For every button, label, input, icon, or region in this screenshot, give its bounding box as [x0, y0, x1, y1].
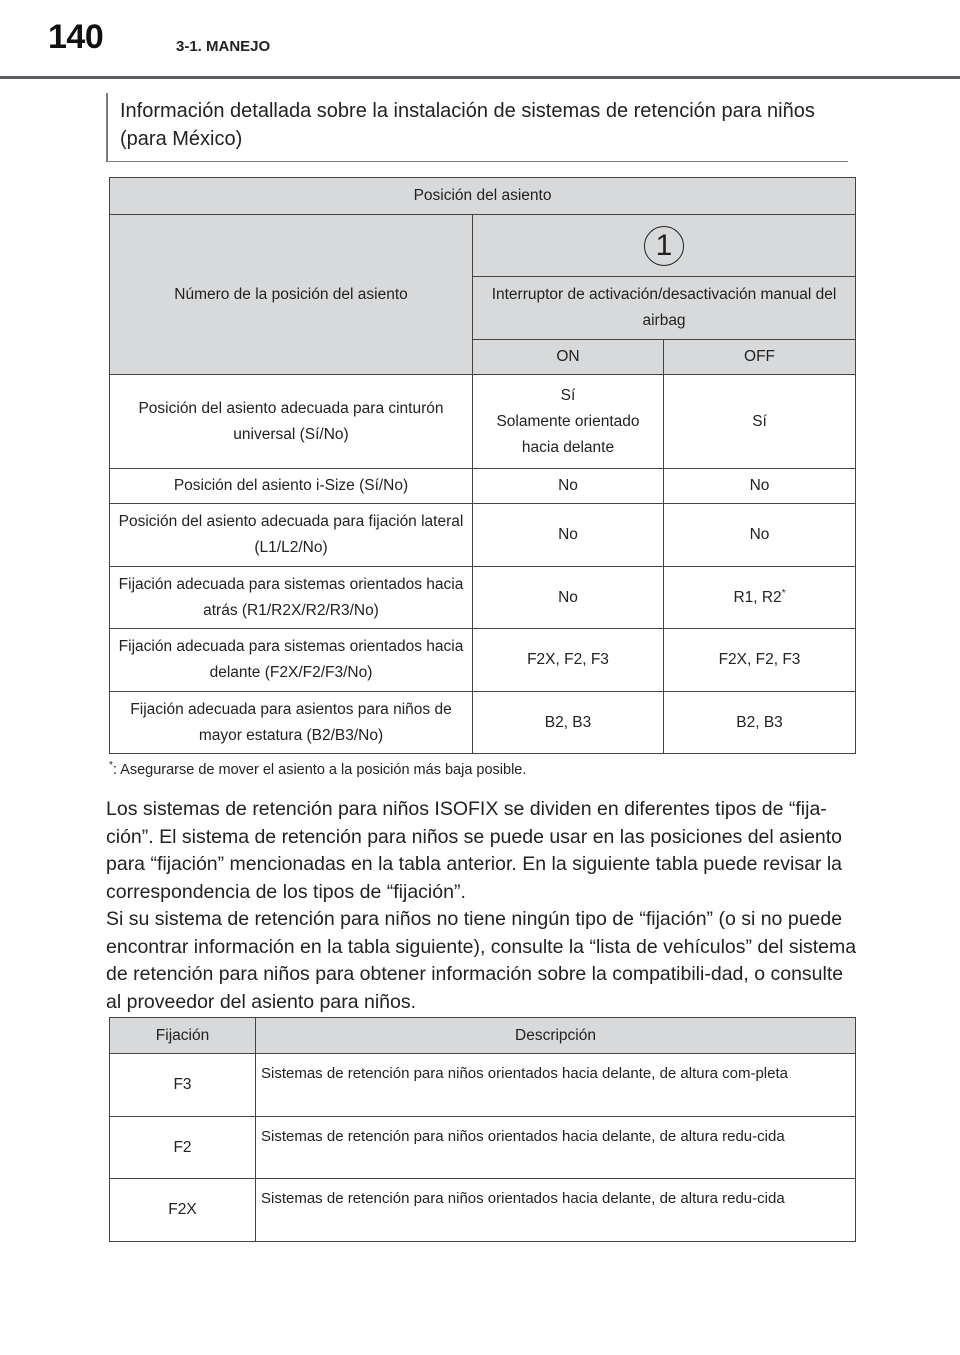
- row-on-value: F2X, F2, F3: [473, 629, 664, 692]
- table-row: [110, 1179, 856, 1242]
- table-row: [110, 504, 856, 567]
- row-on-value-line1: Sí: [560, 386, 576, 404]
- section-label: 3-1. MANEJO: [176, 38, 271, 55]
- row-off-value-text: R1, R2: [733, 588, 782, 606]
- table-row: [110, 375, 856, 469]
- table-row: [110, 469, 856, 504]
- row-label: Fijación adecuada para sistemas orientados hacia delante (F2X/F2/F3/No): [110, 629, 473, 692]
- table-row: [110, 629, 856, 692]
- row-on-value: [473, 375, 664, 469]
- description-column-header: Descripción: [256, 1018, 856, 1054]
- row-on-value: No: [473, 567, 664, 629]
- row-label: Posición del asiento i-Size (Sí/No): [110, 469, 473, 504]
- table-row: [110, 1117, 856, 1179]
- footnote: [109, 760, 526, 778]
- row-off-value: B2, B3: [664, 692, 856, 754]
- row-off-value: No: [664, 504, 856, 567]
- footnote-marker: *: [781, 587, 786, 599]
- row-on-value: No: [473, 469, 664, 504]
- airbag-switch-label: Interruptor de activación/desactivación manual del airbag: [473, 277, 856, 340]
- off-column-header: OFF: [664, 340, 856, 375]
- row-label: Fijación adecuada para asientos para niños de mayor estatura (B2/B3/No): [110, 692, 473, 754]
- page-header: [0, 0, 960, 80]
- fixation-description: Sistemas de retención para niños orientados hacia delante, de altura redu-cida: [256, 1117, 856, 1179]
- table-row: [110, 567, 856, 629]
- fixation-code: F2X: [110, 1179, 256, 1242]
- table-row: [110, 692, 856, 754]
- fixation-code: F3: [110, 1054, 256, 1117]
- seat-position-table: [109, 177, 856, 754]
- row-label: Fijación adecuada para sistemas orientados hacia atrás (R1/R2X/R2/R3/No): [110, 567, 473, 629]
- fixation-table: [109, 1017, 856, 1242]
- row-label: Posición del asiento adecuada para cinturón universal (Sí/No): [110, 375, 473, 469]
- row-on-value-line2: Solamente orientado hacia delante: [496, 412, 640, 456]
- footnote-star: *: [109, 760, 113, 771]
- row-on-value: No: [473, 504, 664, 567]
- body-paragraph: Los sistemas de retención para niños ISOFIX se dividen en diferentes tipos de “fija-ción”. El sistema de retención para niños se puede usar en las posiciones del asiento para “fijación” mencionadas en la tabla anterior. En la siguiente tabla puede revisar la correspondencia de los tipos de “fijación”.: [106, 798, 843, 903]
- row-on-value: B2, B3: [473, 692, 664, 754]
- fixation-column-header: Fijación: [110, 1018, 256, 1054]
- table-row: [110, 1054, 856, 1117]
- seat-number-label: Número de la posición del asiento: [110, 215, 473, 375]
- seat-number-badge: 1: [644, 226, 684, 266]
- row-off-value: Sí: [664, 375, 856, 469]
- row-off-value: [664, 567, 856, 629]
- row-label: Posición del asiento adecuada para fijación lateral (L1/L2/No): [110, 504, 473, 567]
- seat-number-cell: [473, 215, 856, 277]
- footnote-text: : Asegurarse de mover el asiento a la posición más baja posible.: [112, 761, 527, 778]
- row-off-value: No: [664, 469, 856, 504]
- fixation-description: Sistemas de retención para niños orientados hacia delante, de altura redu-cida: [256, 1179, 856, 1242]
- section-title: Información detallada sobre la instalación de sistemas de retención para niños (para México): [106, 93, 848, 162]
- page-number: 140: [48, 18, 104, 56]
- seat-position-header: Posición del asiento: [110, 178, 856, 215]
- fixation-code: F2: [110, 1117, 256, 1179]
- body-paragraph: Si su sistema de retención para niños no tiene ningún tipo de “fijación” (o si no puede encontrar información en la tabla siguiente), consulte la “lista de vehículos” del sistema de retención para niños para obtener información sobre la compatibili-dad, o consulte al proveedor del asiento para niños.: [106, 908, 857, 1013]
- on-column-header: ON: [473, 340, 664, 375]
- row-off-value: F2X, F2, F3: [664, 629, 856, 692]
- fixation-description: Sistemas de retención para niños orientados hacia delante, de altura com-pleta: [256, 1054, 856, 1117]
- body-text: [106, 796, 858, 1016]
- header-rule: [0, 76, 960, 79]
